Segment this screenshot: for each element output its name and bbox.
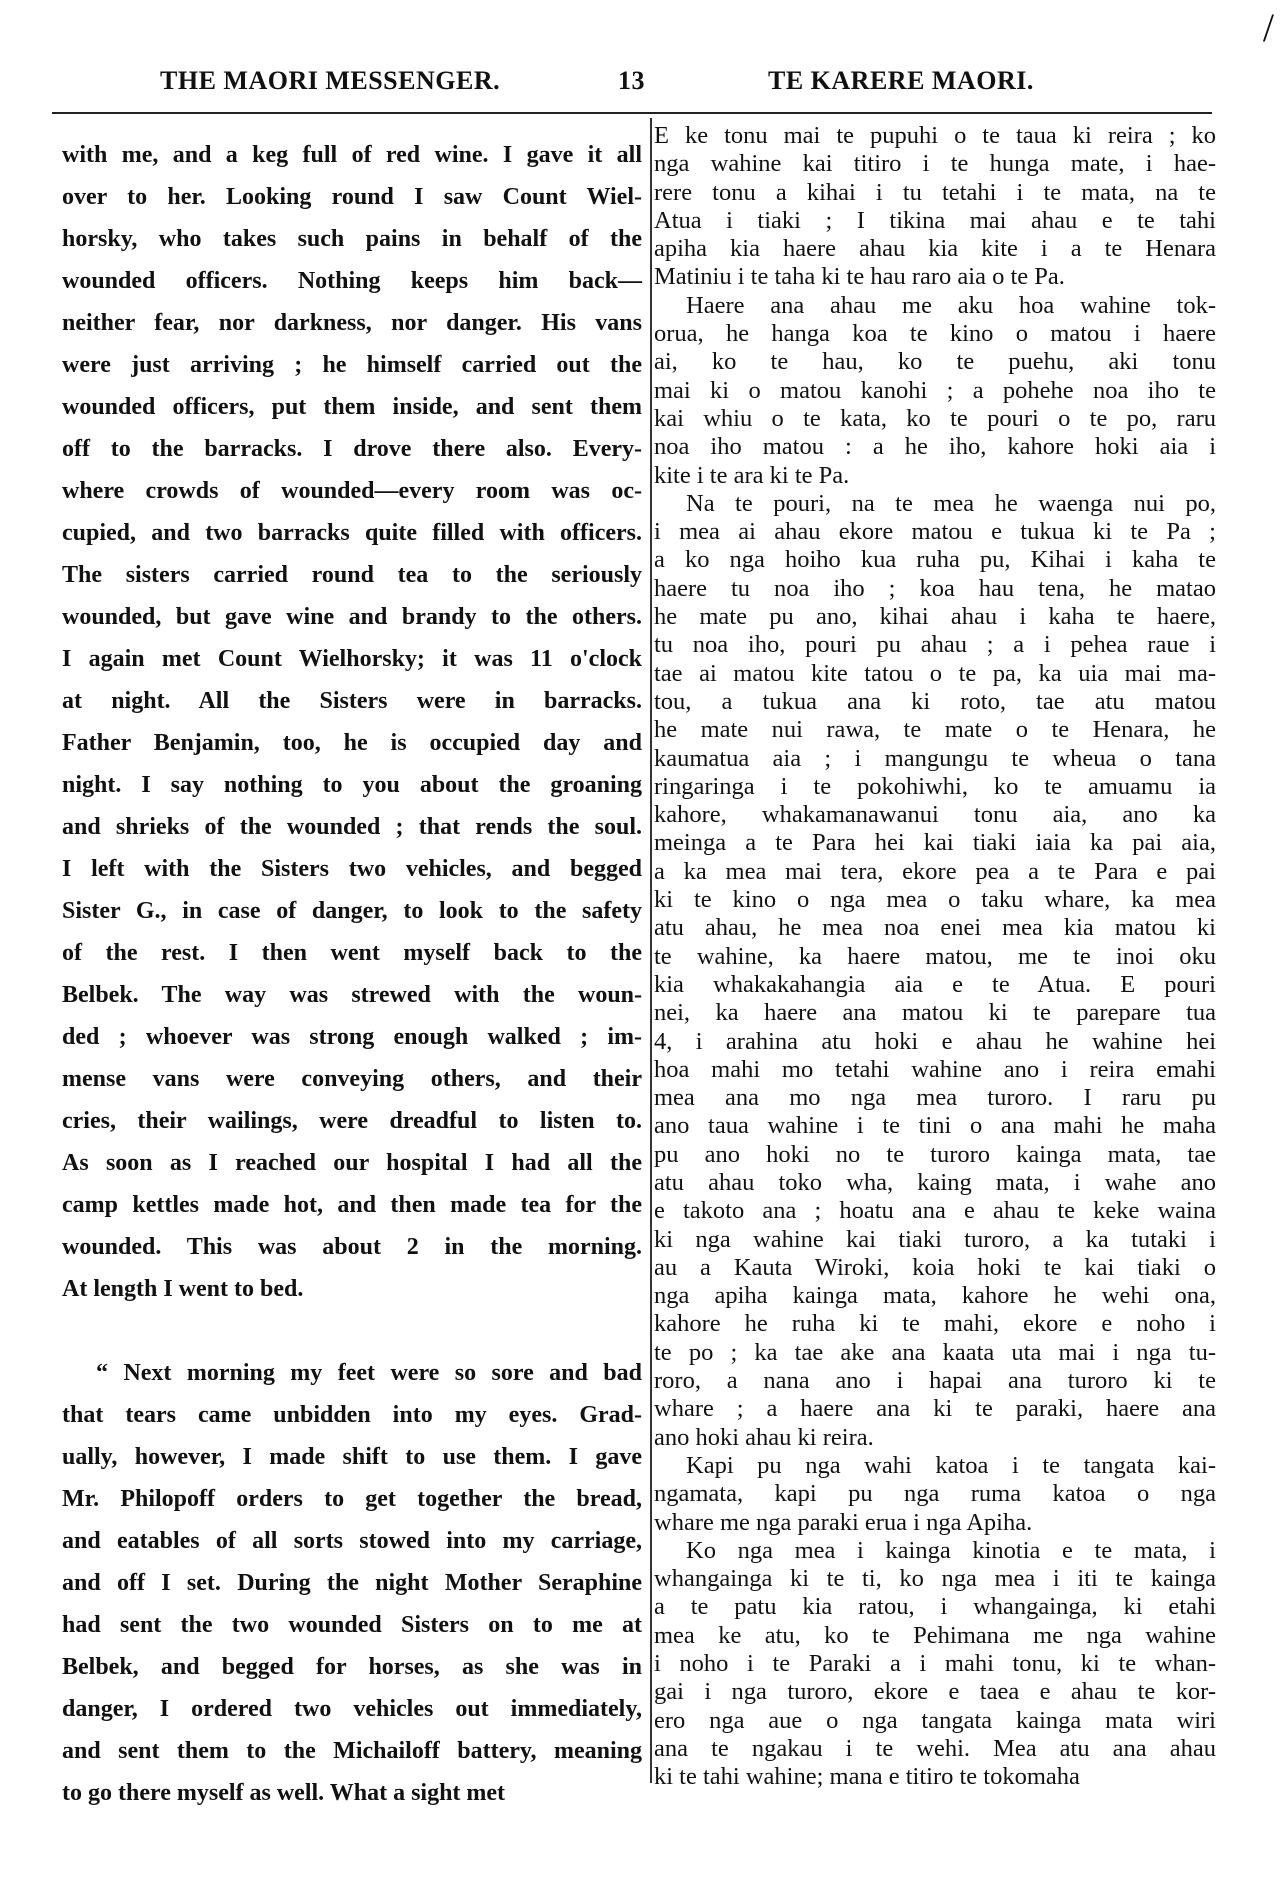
paragraph xyxy=(654,1537,1216,1792)
text-line: nga wahine kai titiro i te hunga mate, i hae- xyxy=(654,150,1216,178)
text-line: Matiniu i te taha ki te hau raro aia o te Pa. xyxy=(654,263,1065,291)
text-line: te po ; ka tae ake ana kaata uta mai i nga tu- xyxy=(654,1338,1216,1366)
text-line: As soon as I reached our hospital I had all the xyxy=(62,1150,642,1176)
paragraph xyxy=(654,490,1216,1452)
text-line: Haere ana ahau me aku hoa wahine tok- xyxy=(686,291,1216,319)
text-line: a ko nga hoiho kua ruha pu, Kihai i kaha te xyxy=(654,546,1216,574)
text-line: whare me nga paraki erua i nga Apiha. xyxy=(654,1508,1033,1536)
paragraph xyxy=(654,122,1216,292)
text-line: tu noa iho, pouri pu ahau ; a i pehea raue i xyxy=(654,631,1216,659)
text-line: ano hoki ahau ki reira. xyxy=(654,1423,874,1451)
text-line: kai whiu o te kata, ko te pouri o te po, raru xyxy=(654,404,1216,432)
text-line: ai, ko te hau, ko te puehu, aki tonu xyxy=(654,348,1216,376)
text-line: ero nga aue o nga tangata kainga mata wiri xyxy=(654,1706,1216,1734)
text-line: te wahine, ka haere matou, me te inoi oku xyxy=(654,942,1216,970)
corner-mark: / xyxy=(1262,5,1274,50)
text-line: haere tu noa iho ; koa hau tena, he matao xyxy=(654,574,1216,602)
text-line: Belbek. The way was strewed with the woun- xyxy=(62,982,642,1008)
text-line: he mate pu ano, kihai ahau i kaha te haere, xyxy=(654,603,1216,631)
text-line: that tears came unbidden into my eyes. Grad- xyxy=(62,1402,642,1428)
text-line: nei, ka haere ana matou ki te parepare tua xyxy=(654,999,1216,1027)
text-line: ano taua wahine i te tini o ana mahi he maha xyxy=(654,1112,1216,1140)
text-line: Ko nga mea i kainga kinotia e te mata, i xyxy=(686,1536,1216,1564)
text-line: E ke tonu mai te pupuhi o te taua ki reira ; ko xyxy=(654,122,1216,149)
text-line: ded ; whoever was strong enough walked ; im- xyxy=(62,1024,642,1050)
text-line: ngamata, kapi pu nga ruma katoa o nga xyxy=(654,1480,1216,1508)
text-line: mense vans were conveying others, and their xyxy=(62,1066,642,1092)
text-line: a te patu kia ratou, i whangainga, ki etahi xyxy=(654,1593,1216,1621)
text-line: horsky, who takes such pains in behalf of the xyxy=(62,226,642,252)
text-line: pu ano hoki no te turoro kainga mata, tae xyxy=(654,1140,1216,1168)
maori-column xyxy=(654,122,1216,1792)
text-line: The sisters carried round tea to the seriously xyxy=(62,562,642,588)
text-line: neither fear, nor darkness, nor danger. His vans xyxy=(62,310,642,336)
paragraph xyxy=(62,134,642,1310)
text-line: At length I went to bed. xyxy=(62,1276,304,1302)
header-english-title: THE MAORI MESSENGER. xyxy=(160,66,501,95)
text-line: had sent the two wounded Sisters on to me at xyxy=(62,1612,642,1638)
text-line: ki te tahi wahine; mana e titiro te tokomaha xyxy=(654,1763,1080,1791)
text-line: with me, and a keg full of red wine. I gave it all xyxy=(62,142,642,168)
text-line: mea ana mo nga mea turoro. I raru pu xyxy=(654,1084,1216,1112)
text-line: kite i te ara ki te Pa. xyxy=(654,461,850,489)
paragraph xyxy=(654,1452,1216,1537)
text-line: wounded officers. Nothing keeps him back— xyxy=(62,268,642,294)
text-line: Kapi pu nga wahi katoa i te tangata kai- xyxy=(686,1451,1216,1479)
text-line: tou, a tukua ana ki roto, tae atu matou xyxy=(654,687,1216,715)
text-line: tae ai matou kite tatou o te pa, ka uia mai ma- xyxy=(654,659,1216,687)
text-line: noa iho matou : a he iho, kahore hoki aia i xyxy=(654,433,1216,461)
text-line: night. I say nothing to you about the groaning xyxy=(62,772,642,798)
text-line: to go there myself as well. What a sight met xyxy=(62,1780,506,1806)
text-line: kahore, whakamanawanui tonu aia, ano ka xyxy=(654,801,1216,829)
text-line: ki te kino o nga mea o taku whare, ka mea xyxy=(654,886,1216,914)
text-line: and off I set. During the night Mother Seraphine xyxy=(62,1570,642,1596)
text-line: Mr. Philopoff orders to get together the bread, xyxy=(62,1486,642,1512)
text-line: danger, I ordered two vehicles out immediately, xyxy=(62,1696,642,1722)
text-line: ki nga wahine kai tiaki turoro, a ka tutaki i xyxy=(654,1225,1216,1253)
english-column xyxy=(62,134,642,1814)
text-line: nga apiha kainga mata, kahore he wehi ona, xyxy=(654,1282,1216,1310)
text-line: at night. All the Sisters were in barracks. xyxy=(62,688,642,714)
text-line: I left with the Sisters two vehicles, and begged xyxy=(62,856,642,882)
text-line: rere tonu a kihai i tu tetahi i te mata, na te xyxy=(654,178,1216,206)
page-header xyxy=(150,66,1160,106)
text-line: of the rest. I then went myself back to the xyxy=(62,940,642,966)
text-line: atu ahau toko wha, kaing mata, i wahe ano xyxy=(654,1168,1216,1196)
text-line: wounded, but gave wine and brandy to the others. xyxy=(62,604,642,630)
text-line: i noho i te Paraki a i mahi tonu, ki te whan- xyxy=(654,1650,1216,1678)
text-line: and sent them to the Michailoff battery, meaning xyxy=(62,1738,642,1764)
paragraph-gap xyxy=(62,1310,642,1352)
paragraph xyxy=(654,292,1216,490)
text-line: wounded officers, put them inside, and sent them xyxy=(62,394,642,420)
text-line: whare ; a haere ana ki te paraki, haere ana xyxy=(654,1395,1216,1423)
text-line: apiha kia haere ahau kia kite i a te Henara xyxy=(654,235,1216,263)
text-line: Father Benjamin, too, he is occupied day and xyxy=(62,730,642,756)
text-line: where crowds of wounded—every room was oc- xyxy=(62,478,642,504)
text-line: were just arriving ; he himself carried out the xyxy=(62,352,642,378)
text-line: e takoto ana ; hoatu ana e ahau te keke waina xyxy=(654,1197,1216,1225)
header-rule xyxy=(52,112,1212,114)
text-line: “ Next morning my feet were so sore and bad xyxy=(96,1360,642,1386)
paragraph xyxy=(62,1352,642,1814)
text-line: kahore he ruha ki te mahi, ekore e noho i xyxy=(654,1310,1216,1338)
page-number: 13 xyxy=(618,66,645,95)
text-line: Sister G., in case of danger, to look to the safety xyxy=(62,898,642,924)
text-line: kaumatua aia ; i mangungu te wheua o tana xyxy=(654,744,1216,772)
text-line: Atua i tiaki ; I tikina mai ahau e te tahi xyxy=(654,206,1216,234)
text-line: whangainga ki te ti, ko nga mea i iti te kainga xyxy=(654,1565,1216,1593)
text-line: I again met Count Wielhorsky; it was 11 o'clock xyxy=(62,646,642,672)
text-line: a ka mea mai tera, ekore pea a te Para e pai xyxy=(654,857,1216,885)
text-line: ringaringa i te pokohiwhi, ko te amuamu ia xyxy=(654,772,1216,800)
text-line: Na te pouri, na te mea he waenga nui po, xyxy=(686,489,1216,517)
text-line: au a Kauta Wiroki, koia hoki te kai tiaki o xyxy=(654,1253,1216,1281)
text-line: meinga a te Para hei kai tiaki iaia ka pai aia, xyxy=(654,829,1216,857)
header-maori-title: TE KARERE MAORI. xyxy=(768,66,1034,95)
text-line: mea ke atu, ko te Pehimana me nga wahine xyxy=(654,1621,1216,1649)
text-line: over to her. Looking round I saw Count Wiel- xyxy=(62,184,642,210)
text-line: camp kettles made hot, and then made tea for the xyxy=(62,1192,642,1218)
text-line: orua, he hanga koa te kino o matou i haere xyxy=(654,320,1216,348)
text-line: and eatables of all sorts stowed into my carriage, xyxy=(62,1528,642,1554)
column-divider xyxy=(650,118,652,1783)
text-line: ually, however, I made shift to use them. I gave xyxy=(62,1444,642,1470)
text-line: mai ki o matou kanohi ; a pohehe noa iho te xyxy=(654,376,1216,404)
text-line: Belbek, and begged for horses, as she was in xyxy=(62,1654,642,1680)
text-line: gai i nga turoro, ekore e taea e ahau te kor- xyxy=(654,1678,1216,1706)
text-line: i mea ai ahau ekore matou e tukua ki te Pa ; xyxy=(654,518,1216,546)
text-line: kia whakakahangia aia e te Atua. E pouri xyxy=(654,970,1216,998)
text-line: 4, i arahina atu hoki e ahau he wahine hei xyxy=(654,1027,1216,1055)
text-line: and shrieks of the wounded ; that rends the soul. xyxy=(62,814,642,840)
text-line: he mate nui rawa, te mate o te Henara, he xyxy=(654,716,1216,744)
text-line: wounded. This was about 2 in the morning. xyxy=(62,1234,642,1260)
text-line: hoa mahi mo tetahi wahine ano i reira emahi xyxy=(654,1055,1216,1083)
text-line: atu ahau, he mea noa enei mea kia matou ki xyxy=(654,914,1216,942)
text-line: roro, a nana ano i hapai ana turoro ki te xyxy=(654,1367,1216,1395)
text-line: cries, their wailings, were dreadful to listen to. xyxy=(62,1108,642,1134)
text-line: ana te ngakau i te wehi. Mea atu ana ahau xyxy=(654,1734,1216,1762)
text-line: cupied, and two barracks quite filled with officers. xyxy=(62,520,642,546)
text-line: off to the barracks. I drove there also. Every- xyxy=(62,436,642,462)
